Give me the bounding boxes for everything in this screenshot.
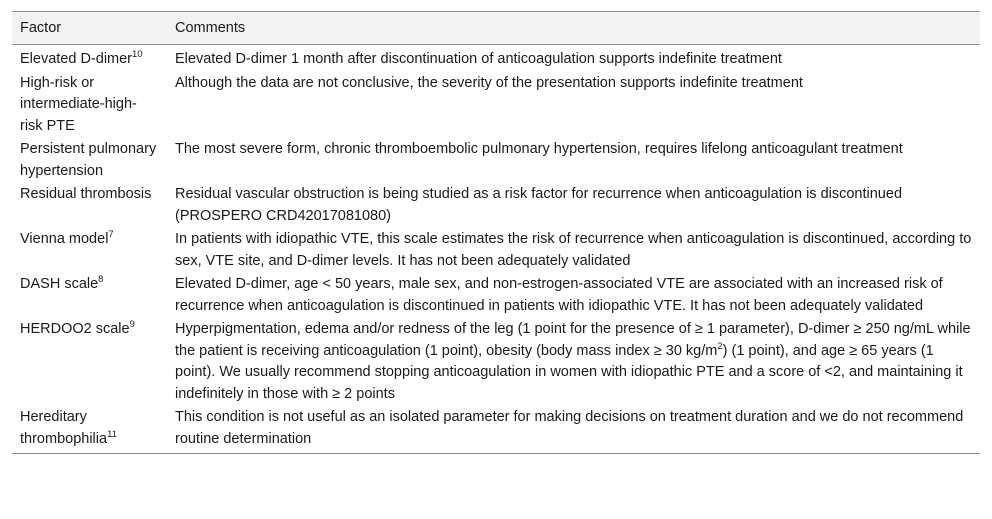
factors-table <box>12 11 980 454</box>
comment-cell: Residual vascular obstruction is being studied as a risk factor for recurrence when anticoagulation is discontinued (PROSPERO CRD42017081080) <box>175 186 903 224</box>
factors-table-container <box>12 11 980 454</box>
table-row <box>12 227 980 272</box>
header-comments: Comments <box>167 12 980 45</box>
factor-cell <box>12 45 167 71</box>
factor-cell <box>12 272 167 317</box>
factor-cell <box>12 71 167 138</box>
table-row <box>12 71 980 138</box>
comment-cell <box>167 317 980 405</box>
table-row <box>12 317 980 405</box>
factor-cell <box>12 317 167 405</box>
factor-text: Persistent pulmonary hypertension <box>20 141 157 179</box>
factor-text: DASH scale <box>20 276 99 292</box>
table-row <box>12 182 980 227</box>
factor-text: Vienna model <box>20 231 109 247</box>
reference-number: 11 <box>107 428 117 440</box>
factor-text: High-risk or intermediate-high-risk PTE <box>20 74 137 134</box>
comment-cell: In patients with idiopathic VTE, this scale estimates the risk of recurrence when anticoagulation is discontinued, according to sex, VTE site, and D-dimer levels. It has not been adequately validated <box>175 231 972 269</box>
reference-number: 9 <box>129 319 135 331</box>
comment-cell: Elevated D-dimer, age < 50 years, male sex, and non-estrogen-associated VTE are associated with an increased risk of recurrence when anticoagulation is discontinued in patients with idiopathic VTE. It has not been adequately validated <box>175 276 943 314</box>
comment-cell: Although the data are not conclusive, the severity of the presentation supports indefinite treatment <box>175 74 803 91</box>
comment-cell: The most severe form, chronic thromboembolic pulmonary hypertension, requires lifelong anticoagulant treatment <box>175 141 903 157</box>
comment-cell: This condition is not useful as an isolated parameter for making decisions on treatment duration and we do not recommend routine determination <box>167 405 980 454</box>
comment-text: ) (1 point), and age ≥ 65 years (1 point). We usually recommend stopping anticoagulation in women with idiopathic PTE and a score of <2, and maintaining it indefinitely in those with ≥ 2 points <box>175 342 963 402</box>
factor-cell <box>12 227 167 272</box>
factor-text: HERDOO2 scale <box>20 321 130 337</box>
reference-number: 10 <box>132 49 143 61</box>
header-row <box>12 12 980 45</box>
superscript: 2 <box>717 340 723 352</box>
header-factor: Factor <box>12 12 167 45</box>
factor-text: Elevated D-dimer <box>20 51 133 67</box>
factor-text: Residual thrombosis <box>20 186 152 202</box>
table-row <box>12 405 980 454</box>
table-row <box>12 272 980 317</box>
comment-cell: Elevated D-dimer 1 month after discontinuation of anticoagulation supports indefinite treatment <box>175 51 782 67</box>
reference-number: 7 <box>108 229 114 241</box>
factor-cell <box>12 405 167 454</box>
table-body <box>12 45 980 454</box>
comment-text: Hyperpigmentation, edema and/or redness of the leg (1 point for the presence of ≥ 1 parameter), D-dimer ≥ 250 ng/mL while the patient is receiving anticoagulation (1 point), obesity (body mass index ≥ 30 kg/m <box>175 321 971 359</box>
reference-number: 8 <box>98 274 104 286</box>
table-row <box>12 137 980 182</box>
table-row <box>12 45 980 71</box>
factor-cell <box>12 137 167 182</box>
factor-text: Hereditary thrombophilia <box>20 409 108 447</box>
factor-cell <box>12 182 167 227</box>
table-header <box>12 12 980 45</box>
